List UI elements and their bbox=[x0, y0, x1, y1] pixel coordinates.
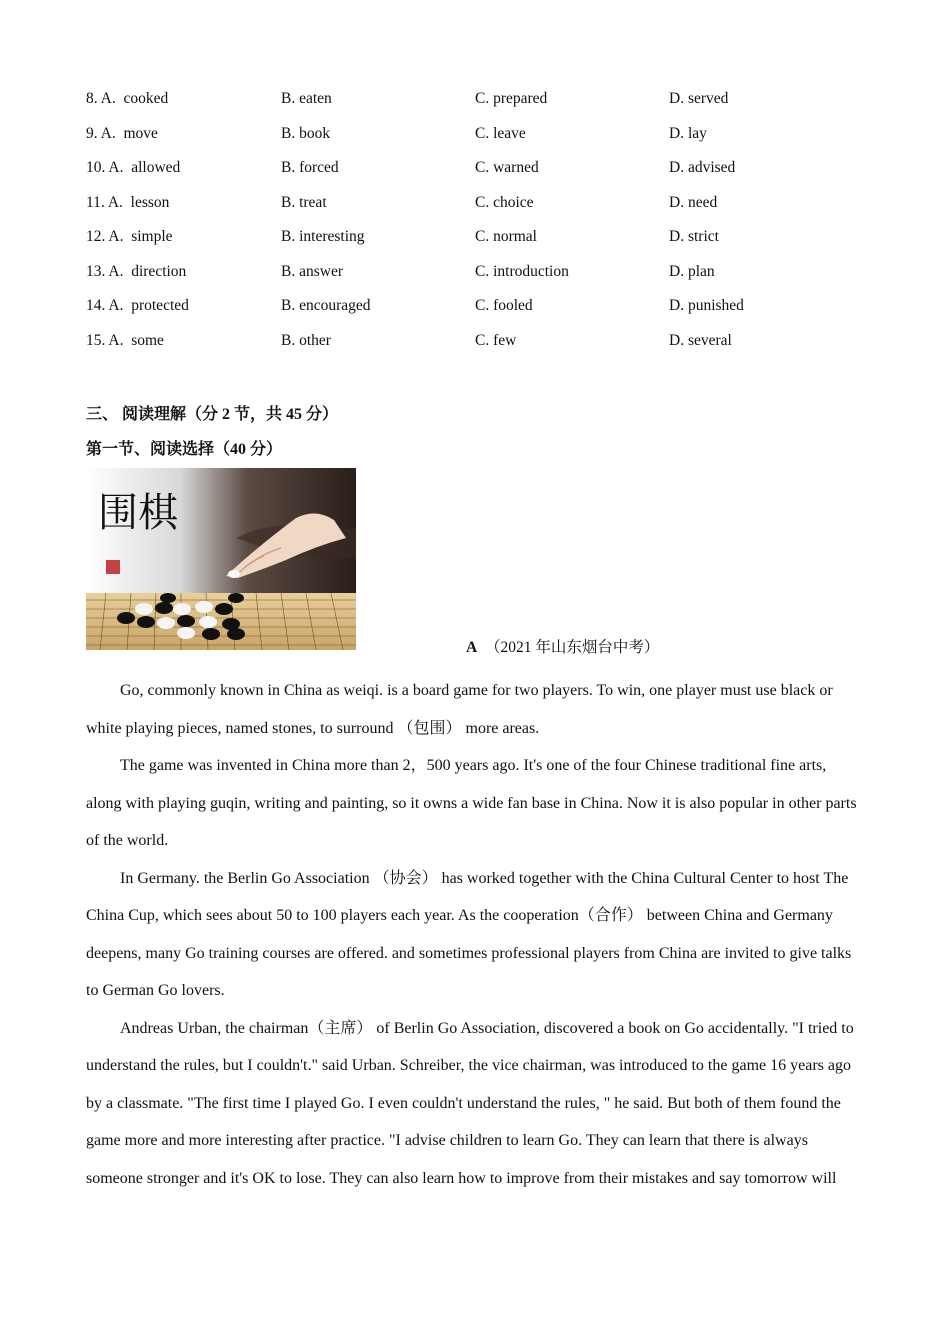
option-d: D. served bbox=[669, 90, 729, 107]
option-c: C. introduction bbox=[475, 262, 569, 280]
option-a: 14. A. protected bbox=[86, 297, 189, 314]
option-c: C. fooled bbox=[475, 297, 533, 314]
paragraph: Go, commonly known in China as weiqi. is a board game for two players. To win, one player must use black or white playing pieces, named stones, to surround （包围） more areas. bbox=[86, 682, 833, 737]
option-d: D. punished bbox=[669, 297, 744, 314]
option-a: 9. A. move bbox=[86, 124, 158, 142]
option-d: D. lay bbox=[669, 124, 707, 142]
option-b: B. other bbox=[281, 331, 331, 349]
option-b: B. treat bbox=[281, 193, 327, 211]
option-row bbox=[86, 90, 866, 125]
option-d: D. advised bbox=[669, 159, 736, 176]
go-board-photo bbox=[86, 468, 356, 650]
option-c: C. prepared bbox=[475, 90, 548, 107]
option-c: C. few bbox=[475, 331, 517, 349]
reading-passage bbox=[86, 672, 862, 1197]
option-c: C. leave bbox=[475, 124, 526, 142]
option-a: 8. A. cooked bbox=[86, 90, 169, 107]
option-c: C. normal bbox=[475, 228, 537, 245]
option-b: B. eaten bbox=[281, 90, 332, 107]
option-d: D. several bbox=[669, 331, 732, 349]
logo-text: 围棋 bbox=[98, 490, 178, 536]
answer-options bbox=[86, 90, 866, 366]
section-heading: 三、 阅读理解（分 2 节，共 45 分） bbox=[86, 406, 339, 423]
paragraph: The game was invented in China more than 2，500 years ago. It's one of the four Chinese traditional fine arts, along with playing guqin, writing and painting, so it owns a wide fan base in China. Now it is also popular in other parts of the world. bbox=[86, 757, 857, 849]
option-a: 15. A. some bbox=[86, 331, 164, 349]
option-row bbox=[86, 159, 866, 194]
option-c: C. warned bbox=[475, 159, 539, 176]
paragraph: In Germany. the Berlin Go Association （协会） has worked together with the China Cultural Center to host The China Cup, which sees about 50 to 100 players each year. As the cooperation（合作） between China and Germany deepens, many Go training courses are offered. and sometimes professional players from China are invited to give talks to German Go lovers. bbox=[86, 869, 852, 999]
option-d: D. strict bbox=[669, 228, 719, 245]
option-row bbox=[86, 228, 866, 263]
option-a: 12. A. simple bbox=[86, 228, 173, 245]
option-d: D. plan bbox=[669, 262, 715, 280]
option-a: 10. A. allowed bbox=[86, 159, 181, 176]
option-row bbox=[86, 125, 866, 160]
passage-caption: A （2021 年山东烟台中考） bbox=[466, 639, 660, 656]
option-row bbox=[86, 297, 866, 332]
option-c: C. choice bbox=[475, 193, 534, 211]
option-b: B. encouraged bbox=[281, 297, 371, 314]
sub-heading: 第一节、阅读选择（40 分） bbox=[86, 441, 283, 458]
option-row bbox=[86, 194, 866, 229]
option-a: 13. A. direction bbox=[86, 262, 187, 280]
option-b: B. forced bbox=[281, 159, 339, 176]
option-a: 11. A. lesson bbox=[86, 193, 170, 211]
option-row bbox=[86, 263, 866, 298]
paragraph: Andreas Urban, the chairman（主席） of Berlin Go Association, discovered a book on Go accidentally. "I tried to understand the rules, but I couldn't." said Urban. Schreiber, the vice chairman, was introduced to the game 16 years ago by a classmate. "The first time I played Go. I even couldn't understand the rules, " he said. But both of them found the game more and more interesting after practice. "I advise children to learn Go. They can learn that there is always someone stronger and it's OK to lose. They can also learn how to improve from their mistakes and say tomorrow will bbox=[86, 1019, 854, 1187]
option-d: D. need bbox=[669, 193, 718, 211]
option-b: B. answer bbox=[281, 262, 343, 280]
option-b: B. interesting bbox=[281, 228, 365, 245]
option-b: B. book bbox=[281, 124, 331, 142]
option-row bbox=[86, 332, 866, 367]
